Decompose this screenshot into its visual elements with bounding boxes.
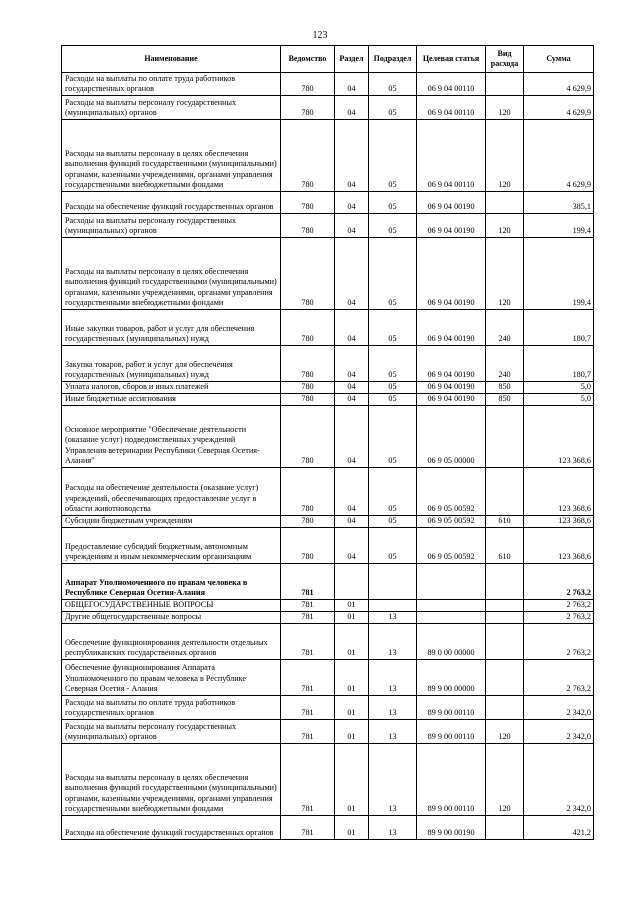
row-amount-cell: 2 763,2: [524, 600, 594, 612]
row-subsection-cell: 13: [369, 720, 417, 744]
row-section-cell: 04: [335, 310, 369, 346]
row-name-cell: Иные закупки товаров, работ и услуг для обеспечения государственных (муниципальных) нужд: [62, 310, 281, 346]
row-section-cell: 01: [335, 816, 369, 840]
row-expense-type-cell: [486, 660, 524, 696]
table-row: [62, 660, 594, 696]
row-name-cell: Расходы на выплаты персоналу государственных (муниципальных) органов: [62, 214, 281, 238]
row-target-article-cell: 06 9 05 00592: [417, 516, 486, 528]
row-department-cell: 780: [281, 214, 335, 238]
table-row: [62, 406, 594, 468]
row-subsection-cell: 13: [369, 816, 417, 840]
budget-table: [61, 45, 594, 840]
table-row: [62, 382, 594, 394]
row-section-cell: 04: [335, 468, 369, 516]
row-expense-type-cell: [486, 406, 524, 468]
row-subsection-cell: 05: [369, 382, 417, 394]
table-row: [62, 816, 594, 840]
row-expense-type-cell: [486, 624, 524, 660]
row-name-cell: Основное мероприятие "Обеспечение деятельности (оказание услуг) подведомственных учреждений Управления ветеринарии Республики Северная Осетия-Алания": [62, 406, 281, 468]
row-target-article-cell: 89 9 00 00190: [417, 816, 486, 840]
row-name-cell: Расходы на обеспечение деятельности (оказание услуг) учреждений, обеспечивающих предоставление услуг в области животноводства: [62, 468, 281, 516]
row-department-cell: 780: [281, 516, 335, 528]
row-expense-type-cell: 240: [486, 346, 524, 382]
row-name-cell: Закупка товаров, работ и услуг для обеспечения государственных (муниципальных) нужд: [62, 346, 281, 382]
row-amount-cell: 4 629,9: [524, 96, 594, 120]
row-section-cell: 04: [335, 406, 369, 468]
row-name-cell: Субсидии бюджетным учреждениям: [62, 516, 281, 528]
row-section-cell: 04: [335, 192, 369, 214]
row-name-cell: Расходы на обеспечение функций государственных органов: [62, 816, 281, 840]
table-row: [62, 744, 594, 816]
row-expense-type-cell: 610: [486, 528, 524, 564]
row-department-cell: 781: [281, 660, 335, 696]
row-subsection-cell: 13: [369, 624, 417, 660]
row-department-cell: 780: [281, 346, 335, 382]
row-name-cell: Расходы на выплаты персоналу в целях обеспечения выполнения функций государственными (муниципальными) органами, казенными учреждениями, органами управления государственными внебюджетными фондами: [62, 238, 281, 310]
row-name-cell: Расходы на выплаты персоналу государственных (муниципальных) органов: [62, 96, 281, 120]
row-section-cell: 04: [335, 382, 369, 394]
row-expense-type-cell: 120: [486, 720, 524, 744]
table-row: [62, 120, 594, 192]
row-section-cell: 04: [335, 96, 369, 120]
row-department-cell: 781: [281, 612, 335, 624]
row-target-article-cell: 06 9 04 00190: [417, 310, 486, 346]
row-amount-cell: 5,0: [524, 382, 594, 394]
row-section-cell: 01: [335, 744, 369, 816]
row-subsection-cell: 05: [369, 214, 417, 238]
row-expense-type-cell: 120: [486, 238, 524, 310]
table-row: [62, 624, 594, 660]
row-amount-cell: 421,2: [524, 816, 594, 840]
row-target-article-cell: 06 9 04 00190: [417, 394, 486, 406]
row-amount-cell: 123 368,6: [524, 468, 594, 516]
row-target-article-cell: 06 9 04 00190: [417, 382, 486, 394]
row-amount-cell: 4 629,9: [524, 120, 594, 192]
row-name-cell: Обеспечение функционирования Аппарата Уполномоченного по правам человека в Республике Северная Осетия - Алания: [62, 660, 281, 696]
row-target-article-cell: 06 9 04 00110: [417, 73, 486, 96]
row-name-cell: Расходы на выплаты персоналу государственных (муниципальных) органов: [62, 720, 281, 744]
table-row: [62, 468, 594, 516]
row-expense-type-cell: [486, 696, 524, 720]
row-department-cell: 781: [281, 624, 335, 660]
row-subsection-cell: 05: [369, 120, 417, 192]
row-subsection-cell: 05: [369, 238, 417, 310]
row-section-cell: 04: [335, 73, 369, 96]
row-expense-type-cell: [486, 600, 524, 612]
row-amount-cell: 180,7: [524, 310, 594, 346]
row-amount-cell: 385,1: [524, 192, 594, 214]
row-target-article-cell: 89 9 00 00110: [417, 720, 486, 744]
row-expense-type-cell: [486, 564, 524, 600]
row-expense-type-cell: [486, 612, 524, 624]
table-row: [62, 192, 594, 214]
row-amount-cell: 2 342,0: [524, 696, 594, 720]
row-expense-type-cell: 120: [486, 120, 524, 192]
row-department-cell: 780: [281, 468, 335, 516]
row-target-article-cell: 06 9 04 00190: [417, 192, 486, 214]
row-target-article-cell: [417, 600, 486, 612]
row-section-cell: 04: [335, 346, 369, 382]
row-target-article-cell: 06 9 04 00190: [417, 238, 486, 310]
row-section-cell: 04: [335, 214, 369, 238]
row-subsection-cell: 05: [369, 73, 417, 96]
row-department-cell: 780: [281, 406, 335, 468]
table-row: [62, 600, 594, 612]
row-subsection-cell: 05: [369, 528, 417, 564]
row-amount-cell: 2 342,0: [524, 744, 594, 816]
row-section-cell: 01: [335, 600, 369, 612]
row-target-article-cell: 06 9 04 00110: [417, 96, 486, 120]
row-name-cell: Расходы на выплаты по оплате труда работников государственных органов: [62, 73, 281, 96]
row-amount-cell: 2 763,2: [524, 612, 594, 624]
column-header-name: Наименование: [62, 46, 281, 73]
row-subsection-cell: 13: [369, 660, 417, 696]
row-subsection-cell: 13: [369, 612, 417, 624]
row-target-article-cell: 06 9 05 00000: [417, 406, 486, 468]
row-amount-cell: 5,0: [524, 394, 594, 406]
row-target-article-cell: 06 9 04 00110: [417, 120, 486, 192]
column-header-amount: Сумма: [524, 46, 594, 73]
row-name-cell: Расходы на выплаты по оплате труда работников государственных органов: [62, 696, 281, 720]
row-expense-type-cell: [486, 468, 524, 516]
row-name-cell: Уплата налогов, сборов и иных платежей: [62, 382, 281, 394]
row-amount-cell: 123 368,6: [524, 406, 594, 468]
row-name-cell: Другие общегосударственные вопросы: [62, 612, 281, 624]
row-section-cell: 01: [335, 720, 369, 744]
row-name-cell: Расходы на обеспечение функций государственных органов: [62, 192, 281, 214]
table-row: [62, 528, 594, 564]
row-subsection-cell: 05: [369, 516, 417, 528]
row-department-cell: 780: [281, 310, 335, 346]
row-name-cell: Обеспечение функционирования деятельности отдельных республиканских государственных органов: [62, 624, 281, 660]
row-section-cell: 01: [335, 696, 369, 720]
row-target-article-cell: [417, 612, 486, 624]
row-department-cell: 780: [281, 394, 335, 406]
row-section-cell: 01: [335, 624, 369, 660]
row-amount-cell: 199,4: [524, 214, 594, 238]
row-name-cell: Расходы на выплаты персоналу в целях обеспечения выполнения функций государственными (муниципальными) органами, казенными учреждениями, органами управления государственными внебюджетными фондами: [62, 744, 281, 816]
table-row: [62, 612, 594, 624]
row-expense-type-cell: 240: [486, 310, 524, 346]
table-row: [62, 346, 594, 382]
row-department-cell: 781: [281, 816, 335, 840]
row-expense-type-cell: 850: [486, 382, 524, 394]
table-header-row: [62, 46, 594, 73]
row-name-cell: Аппарат Уполномоченного по правам человека в Республике Северная Осетия-Алания: [62, 564, 281, 600]
table-row: [62, 73, 594, 96]
row-target-article-cell: 89 0 00 00000: [417, 624, 486, 660]
row-department-cell: 780: [281, 192, 335, 214]
row-expense-type-cell: 120: [486, 744, 524, 816]
row-section-cell: 04: [335, 120, 369, 192]
row-target-article-cell: 89 9 00 00000: [417, 660, 486, 696]
row-expense-type-cell: [486, 73, 524, 96]
row-department-cell: 781: [281, 744, 335, 816]
row-expense-type-cell: 610: [486, 516, 524, 528]
table-row: [62, 516, 594, 528]
row-subsection-cell: 05: [369, 310, 417, 346]
row-department-cell: 780: [281, 238, 335, 310]
table-row: [62, 214, 594, 238]
row-department-cell: 780: [281, 73, 335, 96]
row-department-cell: 780: [281, 120, 335, 192]
row-department-cell: 781: [281, 720, 335, 744]
row-expense-type-cell: 850: [486, 394, 524, 406]
row-subsection-cell: [369, 600, 417, 612]
row-amount-cell: 2 763,2: [524, 624, 594, 660]
row-target-article-cell: 06 9 04 00190: [417, 346, 486, 382]
row-subsection-cell: 05: [369, 468, 417, 516]
row-amount-cell: 2 763,2: [524, 660, 594, 696]
row-name-cell: Предоставление субсидий бюджетным, автономным учреждениям и иным некоммерческим организациям: [62, 528, 281, 564]
row-amount-cell: 123 368,6: [524, 516, 594, 528]
row-subsection-cell: 05: [369, 346, 417, 382]
row-amount-cell: 2 763,2: [524, 564, 594, 600]
row-amount-cell: 2 342,0: [524, 720, 594, 744]
row-expense-type-cell: 120: [486, 214, 524, 238]
table-row: [62, 696, 594, 720]
row-target-article-cell: 06 9 05 00592: [417, 468, 486, 516]
column-header-expense-type: Вид расхода: [486, 46, 524, 73]
row-subsection-cell: 13: [369, 696, 417, 720]
row-department-cell: 781: [281, 564, 335, 600]
row-department-cell: 781: [281, 696, 335, 720]
row-section-cell: 01: [335, 612, 369, 624]
row-subsection-cell: 05: [369, 96, 417, 120]
row-target-article-cell: 06 9 05 00592: [417, 528, 486, 564]
row-target-article-cell: 89 9 00 00110: [417, 744, 486, 816]
row-department-cell: 780: [281, 382, 335, 394]
row-subsection-cell: [369, 564, 417, 600]
row-section-cell: 04: [335, 238, 369, 310]
row-section-cell: 04: [335, 394, 369, 406]
column-header-department: Ведомство: [281, 46, 335, 73]
row-name-cell: ОБЩЕГОСУДАРСТВЕННЫЕ ВОПРОСЫ: [62, 600, 281, 612]
table-row: [62, 96, 594, 120]
row-department-cell: 780: [281, 528, 335, 564]
page-number: 123: [312, 30, 328, 41]
row-subsection-cell: 05: [369, 406, 417, 468]
row-name-cell: Иные бюджетные ассигнования: [62, 394, 281, 406]
row-expense-type-cell: [486, 816, 524, 840]
table-row: [62, 564, 594, 600]
row-subsection-cell: 13: [369, 744, 417, 816]
table-row: [62, 394, 594, 406]
row-department-cell: 780: [281, 96, 335, 120]
row-name-cell: Расходы на выплаты персоналу в целях обеспечения выполнения функций государственными (муниципальными) органами, казенными учреждениями, органами управления государственными внебюджетными фондами: [62, 120, 281, 192]
row-section-cell: 01: [335, 660, 369, 696]
row-expense-type-cell: 120: [486, 96, 524, 120]
row-target-article-cell: 89 9 00 00110: [417, 696, 486, 720]
row-amount-cell: 4 629,9: [524, 73, 594, 96]
row-subsection-cell: 05: [369, 192, 417, 214]
table-row: [62, 310, 594, 346]
column-header-subsection: Подраздел: [369, 46, 417, 73]
row-subsection-cell: 05: [369, 394, 417, 406]
row-amount-cell: 199,4: [524, 238, 594, 310]
row-amount-cell: 180,7: [524, 346, 594, 382]
row-target-article-cell: [417, 564, 486, 600]
row-expense-type-cell: [486, 192, 524, 214]
row-section-cell: 04: [335, 516, 369, 528]
row-amount-cell: 123 368,6: [524, 528, 594, 564]
row-target-article-cell: 06 9 04 00190: [417, 214, 486, 238]
row-section-cell: 04: [335, 528, 369, 564]
row-department-cell: 781: [281, 600, 335, 612]
table-row: [62, 720, 594, 744]
column-header-section: Раздел: [335, 46, 369, 73]
column-header-target-article: Целевая статья: [417, 46, 486, 73]
row-section-cell: [335, 564, 369, 600]
table-row: [62, 238, 594, 310]
